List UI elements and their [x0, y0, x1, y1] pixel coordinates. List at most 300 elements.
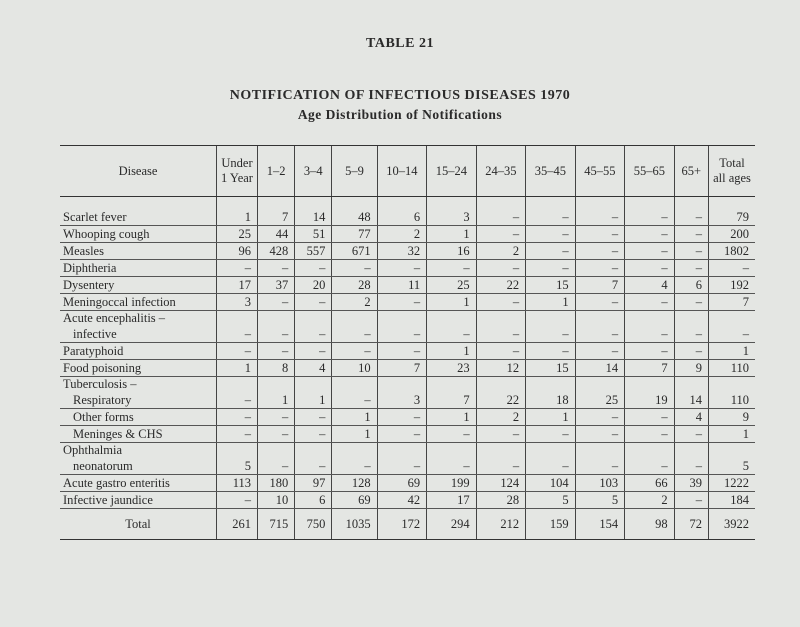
total-value-cell: 172	[377, 509, 426, 540]
spacer-cell	[575, 197, 624, 210]
value-cell: 28	[476, 492, 525, 509]
value-cell: 103	[575, 475, 624, 492]
disease-label-text: Meninges & CHS	[73, 427, 163, 441]
col-header-10-14: 10–14	[377, 146, 426, 197]
empty-cell	[258, 311, 295, 327]
empty-cell	[575, 311, 624, 327]
value-cell: 1	[526, 294, 575, 311]
value-cell: 192	[709, 277, 756, 294]
value-cell: 10	[332, 360, 377, 377]
value-cell: 5	[709, 458, 756, 475]
total-value-cell: 154	[575, 509, 624, 540]
spacer-cell	[217, 197, 258, 210]
value-cell: –	[526, 343, 575, 360]
value-cell: –	[258, 458, 295, 475]
value-cell: –	[377, 326, 426, 343]
table-row	[60, 209, 755, 226]
table-row	[60, 443, 755, 459]
table-row	[60, 475, 755, 492]
value-cell: 1	[258, 392, 295, 409]
col-header-1-2: 1–2	[258, 146, 295, 197]
value-cell: –	[674, 326, 708, 343]
empty-cell	[258, 443, 295, 459]
spacer-cell	[258, 197, 295, 210]
value-cell: –	[217, 409, 258, 426]
empty-cell	[476, 443, 525, 459]
spacer-cell	[476, 197, 525, 210]
value-cell: –	[674, 260, 708, 277]
value-cell: –	[476, 260, 525, 277]
value-cell: 4	[625, 277, 674, 294]
table-row	[60, 326, 755, 343]
total-value-cell: 715	[258, 509, 295, 540]
value-cell: 12	[476, 360, 525, 377]
value-cell: –	[709, 326, 756, 343]
value-cell: –	[258, 326, 295, 343]
value-cell: –	[526, 326, 575, 343]
spacer-cell	[295, 197, 332, 210]
value-cell: –	[295, 458, 332, 475]
empty-cell	[427, 311, 476, 327]
value-cell: 42	[377, 492, 426, 509]
table-row	[60, 226, 755, 243]
disease-label: Measles	[60, 243, 217, 260]
empty-cell	[476, 377, 525, 393]
value-cell: 1	[332, 409, 377, 426]
table-number: TABLE 21	[366, 36, 434, 51]
value-cell: 104	[526, 475, 575, 492]
table-row	[60, 409, 755, 426]
value-cell: –	[575, 226, 624, 243]
value-cell: 66	[625, 475, 674, 492]
value-cell: –	[258, 260, 295, 277]
value-cell: 671	[332, 243, 377, 260]
value-cell: –	[625, 326, 674, 343]
value-cell: –	[575, 209, 624, 226]
value-cell: 7	[377, 360, 426, 377]
table-row	[60, 492, 755, 509]
value-cell: –	[476, 226, 525, 243]
empty-cell	[476, 311, 525, 327]
value-cell: 7	[709, 294, 756, 311]
disease-label: Tuberculosis –	[63, 377, 137, 391]
disease-label: Acute gastro enteritis	[60, 475, 217, 492]
value-cell: –	[332, 326, 377, 343]
value-cell: 6	[295, 492, 332, 509]
value-cell: 23	[427, 360, 476, 377]
value-cell: 5	[526, 492, 575, 509]
total-value-cell: 212	[476, 509, 525, 540]
empty-cell	[295, 443, 332, 459]
empty-cell	[674, 443, 708, 459]
value-cell: –	[258, 294, 295, 311]
value-cell: 7	[258, 209, 295, 226]
disease-sublabel-text: neonatorum	[73, 459, 133, 473]
value-cell: 1	[427, 409, 476, 426]
disease-sublabel	[60, 392, 217, 409]
disease-label	[60, 426, 217, 443]
value-cell: –	[575, 260, 624, 277]
value-cell: –	[427, 260, 476, 277]
value-cell: 128	[332, 475, 377, 492]
empty-cell	[575, 443, 624, 459]
value-cell: 15	[526, 277, 575, 294]
table-row	[60, 360, 755, 377]
table-subheading: Age Distribution of Notifications	[297, 107, 503, 122]
value-cell: 124	[476, 475, 525, 492]
table-heading: NOTIFICATION OF INFECTIOUS DISEASES 1970	[229, 88, 571, 103]
col-header-55-65: 55–65	[625, 146, 674, 197]
empty-cell	[526, 443, 575, 459]
value-cell: 25	[575, 392, 624, 409]
value-cell: 199	[427, 475, 476, 492]
value-cell: –	[625, 209, 674, 226]
value-cell: 5	[575, 492, 624, 509]
value-cell: –	[332, 458, 377, 475]
value-cell: –	[427, 458, 476, 475]
spacer-cell	[60, 197, 217, 210]
table-row	[60, 311, 755, 327]
value-cell: –	[258, 343, 295, 360]
value-cell: –	[674, 294, 708, 311]
value-cell: –	[427, 326, 476, 343]
table-row	[60, 294, 755, 311]
value-cell: 4	[674, 409, 708, 426]
disease-sublabel-text: infective	[73, 327, 117, 341]
col-header-15-24: 15–24	[427, 146, 476, 197]
value-cell: 3	[377, 392, 426, 409]
value-cell: 69	[377, 475, 426, 492]
value-cell: –	[295, 260, 332, 277]
value-cell: –	[674, 458, 708, 475]
spacer-cell	[427, 197, 476, 210]
value-cell: –	[377, 409, 426, 426]
value-cell: –	[625, 294, 674, 311]
value-cell: 79	[709, 209, 756, 226]
value-cell: –	[526, 243, 575, 260]
disease-label: Meningoccal infection	[60, 294, 217, 311]
value-cell: 1	[427, 343, 476, 360]
value-cell: –	[295, 343, 332, 360]
disease-label: Paratyphoid	[60, 343, 217, 360]
value-cell: –	[295, 326, 332, 343]
total-value-cell: 3922	[709, 509, 756, 540]
value-cell: –	[575, 343, 624, 360]
value-cell: 184	[709, 492, 756, 509]
value-cell: 17	[217, 277, 258, 294]
col-header-5-9: 5–9	[332, 146, 377, 197]
value-cell: 3	[427, 209, 476, 226]
value-cell: –	[575, 243, 624, 260]
value-cell: 6	[377, 209, 426, 226]
value-cell: 200	[709, 226, 756, 243]
empty-cell	[709, 443, 756, 459]
value-cell: –	[526, 209, 575, 226]
value-cell: 14	[674, 392, 708, 409]
value-cell: –	[674, 226, 708, 243]
header-row	[60, 146, 755, 197]
value-cell: 1	[217, 209, 258, 226]
value-cell: 180	[258, 475, 295, 492]
empty-cell	[332, 377, 377, 393]
spacer-cell	[377, 197, 426, 210]
value-cell: 1222	[709, 475, 756, 492]
value-cell: 37	[258, 277, 295, 294]
col-header-35-45: 35–45	[526, 146, 575, 197]
value-cell: –	[625, 243, 674, 260]
value-cell: 22	[476, 277, 525, 294]
value-cell: –	[476, 458, 525, 475]
spacer-cell	[332, 197, 377, 210]
empty-cell	[427, 377, 476, 393]
value-cell: 28	[332, 277, 377, 294]
value-cell: –	[526, 260, 575, 277]
value-cell: 1	[217, 360, 258, 377]
value-cell: 25	[427, 277, 476, 294]
empty-cell	[295, 377, 332, 393]
spacer-cell	[625, 197, 674, 210]
value-cell: –	[217, 326, 258, 343]
value-cell: 1	[709, 343, 756, 360]
value-cell: –	[674, 243, 708, 260]
spacer-cell	[674, 197, 708, 210]
value-cell: 25	[217, 226, 258, 243]
value-cell: 7	[625, 360, 674, 377]
value-cell: 1	[427, 294, 476, 311]
value-cell: –	[674, 209, 708, 226]
value-cell: 2	[476, 243, 525, 260]
value-cell: 48	[332, 209, 377, 226]
value-cell: 110	[709, 360, 756, 377]
empty-cell	[709, 377, 756, 393]
col-header-65-plus: 65+	[674, 146, 708, 197]
value-cell: –	[476, 426, 525, 443]
value-cell: 2	[476, 409, 525, 426]
value-cell: 15	[526, 360, 575, 377]
value-cell: 2	[377, 226, 426, 243]
disease-label: Ophthalmia	[63, 443, 123, 457]
value-cell: –	[217, 260, 258, 277]
empty-cell	[625, 311, 674, 327]
table-row	[60, 343, 755, 360]
value-cell: –	[217, 492, 258, 509]
value-cell: 6	[674, 277, 708, 294]
value-cell: 69	[332, 492, 377, 509]
value-cell: –	[332, 260, 377, 277]
disease-label-text: Other forms	[73, 410, 134, 424]
total-label: Total	[60, 509, 217, 540]
value-cell: 19	[625, 392, 674, 409]
value-cell: –	[476, 326, 525, 343]
empty-cell	[625, 377, 674, 393]
value-cell: 18	[526, 392, 575, 409]
notifications-table	[60, 145, 755, 540]
empty-cell	[332, 443, 377, 459]
table-row	[60, 426, 755, 443]
empty-cell	[427, 443, 476, 459]
table-row	[60, 458, 755, 475]
disease-sublabel	[60, 458, 217, 475]
table-row	[60, 277, 755, 294]
value-cell: 32	[377, 243, 426, 260]
value-cell: 7	[427, 392, 476, 409]
value-cell: 1	[526, 409, 575, 426]
col-header-3-4: 3–4	[295, 146, 332, 197]
disease-label: Scarlet fever	[60, 209, 217, 226]
value-cell: –	[377, 294, 426, 311]
empty-cell	[258, 377, 295, 393]
value-cell: 22	[476, 392, 525, 409]
value-cell: –	[625, 343, 674, 360]
value-cell: 96	[217, 243, 258, 260]
value-cell: –	[674, 426, 708, 443]
value-cell: –	[575, 294, 624, 311]
total-value-cell: 72	[674, 509, 708, 540]
table-row	[60, 392, 755, 409]
value-cell: –	[625, 458, 674, 475]
value-cell: 11	[377, 277, 426, 294]
empty-cell	[332, 311, 377, 327]
disease-label: Acute encephalitis –	[63, 311, 166, 325]
total-value-cell: 261	[217, 509, 258, 540]
value-cell: –	[377, 458, 426, 475]
total-value-cell: 294	[427, 509, 476, 540]
empty-cell	[674, 311, 708, 327]
value-cell: 14	[295, 209, 332, 226]
total-value-cell: 159	[526, 509, 575, 540]
empty-cell	[295, 311, 332, 327]
col-header-24-35: 24–35	[476, 146, 525, 197]
value-cell: 5	[217, 458, 258, 475]
value-cell: –	[295, 294, 332, 311]
value-cell: –	[674, 343, 708, 360]
empty-cell	[377, 377, 426, 393]
empty-cell	[526, 311, 575, 327]
col-header-total: Total all ages	[709, 146, 756, 197]
value-cell: 110	[709, 392, 756, 409]
empty-cell	[217, 377, 258, 393]
spacer-cell	[709, 197, 756, 210]
value-cell: –	[332, 392, 377, 409]
value-cell: 1	[332, 426, 377, 443]
value-cell: 10	[258, 492, 295, 509]
value-cell: –	[476, 209, 525, 226]
total-value-cell: 1035	[332, 509, 377, 540]
empty-cell	[377, 311, 426, 327]
value-cell: 97	[295, 475, 332, 492]
col-header-45-55: 45–55	[575, 146, 624, 197]
empty-cell	[625, 443, 674, 459]
value-cell: –	[526, 426, 575, 443]
value-cell: –	[258, 409, 295, 426]
value-cell: –	[427, 426, 476, 443]
spacer-cell	[526, 197, 575, 210]
value-cell: –	[217, 426, 258, 443]
value-cell: –	[575, 409, 624, 426]
empty-cell	[377, 443, 426, 459]
value-cell: –	[625, 226, 674, 243]
disease-label: Whooping cough	[60, 226, 217, 243]
value-cell: 4	[295, 360, 332, 377]
table-row	[60, 243, 755, 260]
value-cell: –	[625, 426, 674, 443]
table-row	[60, 260, 755, 277]
disease-label: Infective jaundice	[60, 492, 217, 509]
value-cell: 1	[709, 426, 756, 443]
value-cell: 9	[709, 409, 756, 426]
value-cell: 557	[295, 243, 332, 260]
value-cell: –	[377, 260, 426, 277]
value-cell: –	[709, 260, 756, 277]
value-cell: 77	[332, 226, 377, 243]
value-cell: –	[526, 458, 575, 475]
total-value-cell: 98	[625, 509, 674, 540]
disease-label: Dysentery	[60, 277, 217, 294]
value-cell: 39	[674, 475, 708, 492]
value-cell: 51	[295, 226, 332, 243]
value-cell: –	[625, 260, 674, 277]
value-cell: 3	[217, 294, 258, 311]
value-cell: –	[476, 294, 525, 311]
table-row	[60, 377, 755, 393]
empty-cell	[674, 377, 708, 393]
value-cell: 7	[575, 277, 624, 294]
value-cell: –	[258, 426, 295, 443]
value-cell: 14	[575, 360, 624, 377]
col-header-under-1: Under 1 Year	[217, 146, 258, 197]
value-cell: 113	[217, 475, 258, 492]
value-cell: 2	[625, 492, 674, 509]
value-cell: 8	[258, 360, 295, 377]
disease-label	[60, 409, 217, 426]
value-cell: –	[575, 426, 624, 443]
value-cell: –	[295, 409, 332, 426]
value-cell: 16	[427, 243, 476, 260]
value-cell: 9	[674, 360, 708, 377]
empty-cell	[709, 311, 756, 327]
value-cell: –	[295, 426, 332, 443]
table-body	[60, 197, 755, 540]
value-cell: 2	[332, 294, 377, 311]
value-cell: –	[217, 392, 258, 409]
empty-cell	[217, 311, 258, 327]
total-value-cell: 750	[295, 509, 332, 540]
col-header-disease: Disease	[60, 146, 217, 197]
value-cell: –	[674, 492, 708, 509]
value-cell: 44	[258, 226, 295, 243]
value-cell: 20	[295, 277, 332, 294]
empty-cell	[575, 377, 624, 393]
value-cell: 1	[427, 226, 476, 243]
value-cell: 1802	[709, 243, 756, 260]
empty-cell	[526, 377, 575, 393]
value-cell: –	[625, 409, 674, 426]
value-cell: –	[526, 226, 575, 243]
value-cell: –	[575, 326, 624, 343]
disease-sublabel-text: Respiratory	[73, 393, 132, 407]
value-cell: 1	[295, 392, 332, 409]
disease-sublabel	[60, 326, 217, 343]
value-cell: –	[575, 458, 624, 475]
spacer-row	[60, 197, 755, 210]
value-cell: –	[476, 343, 525, 360]
value-cell: –	[217, 343, 258, 360]
value-cell: –	[377, 343, 426, 360]
disease-label: Food poisoning	[60, 360, 217, 377]
total-row	[60, 509, 755, 540]
disease-label: Diphtheria	[60, 260, 217, 277]
value-cell: 17	[427, 492, 476, 509]
